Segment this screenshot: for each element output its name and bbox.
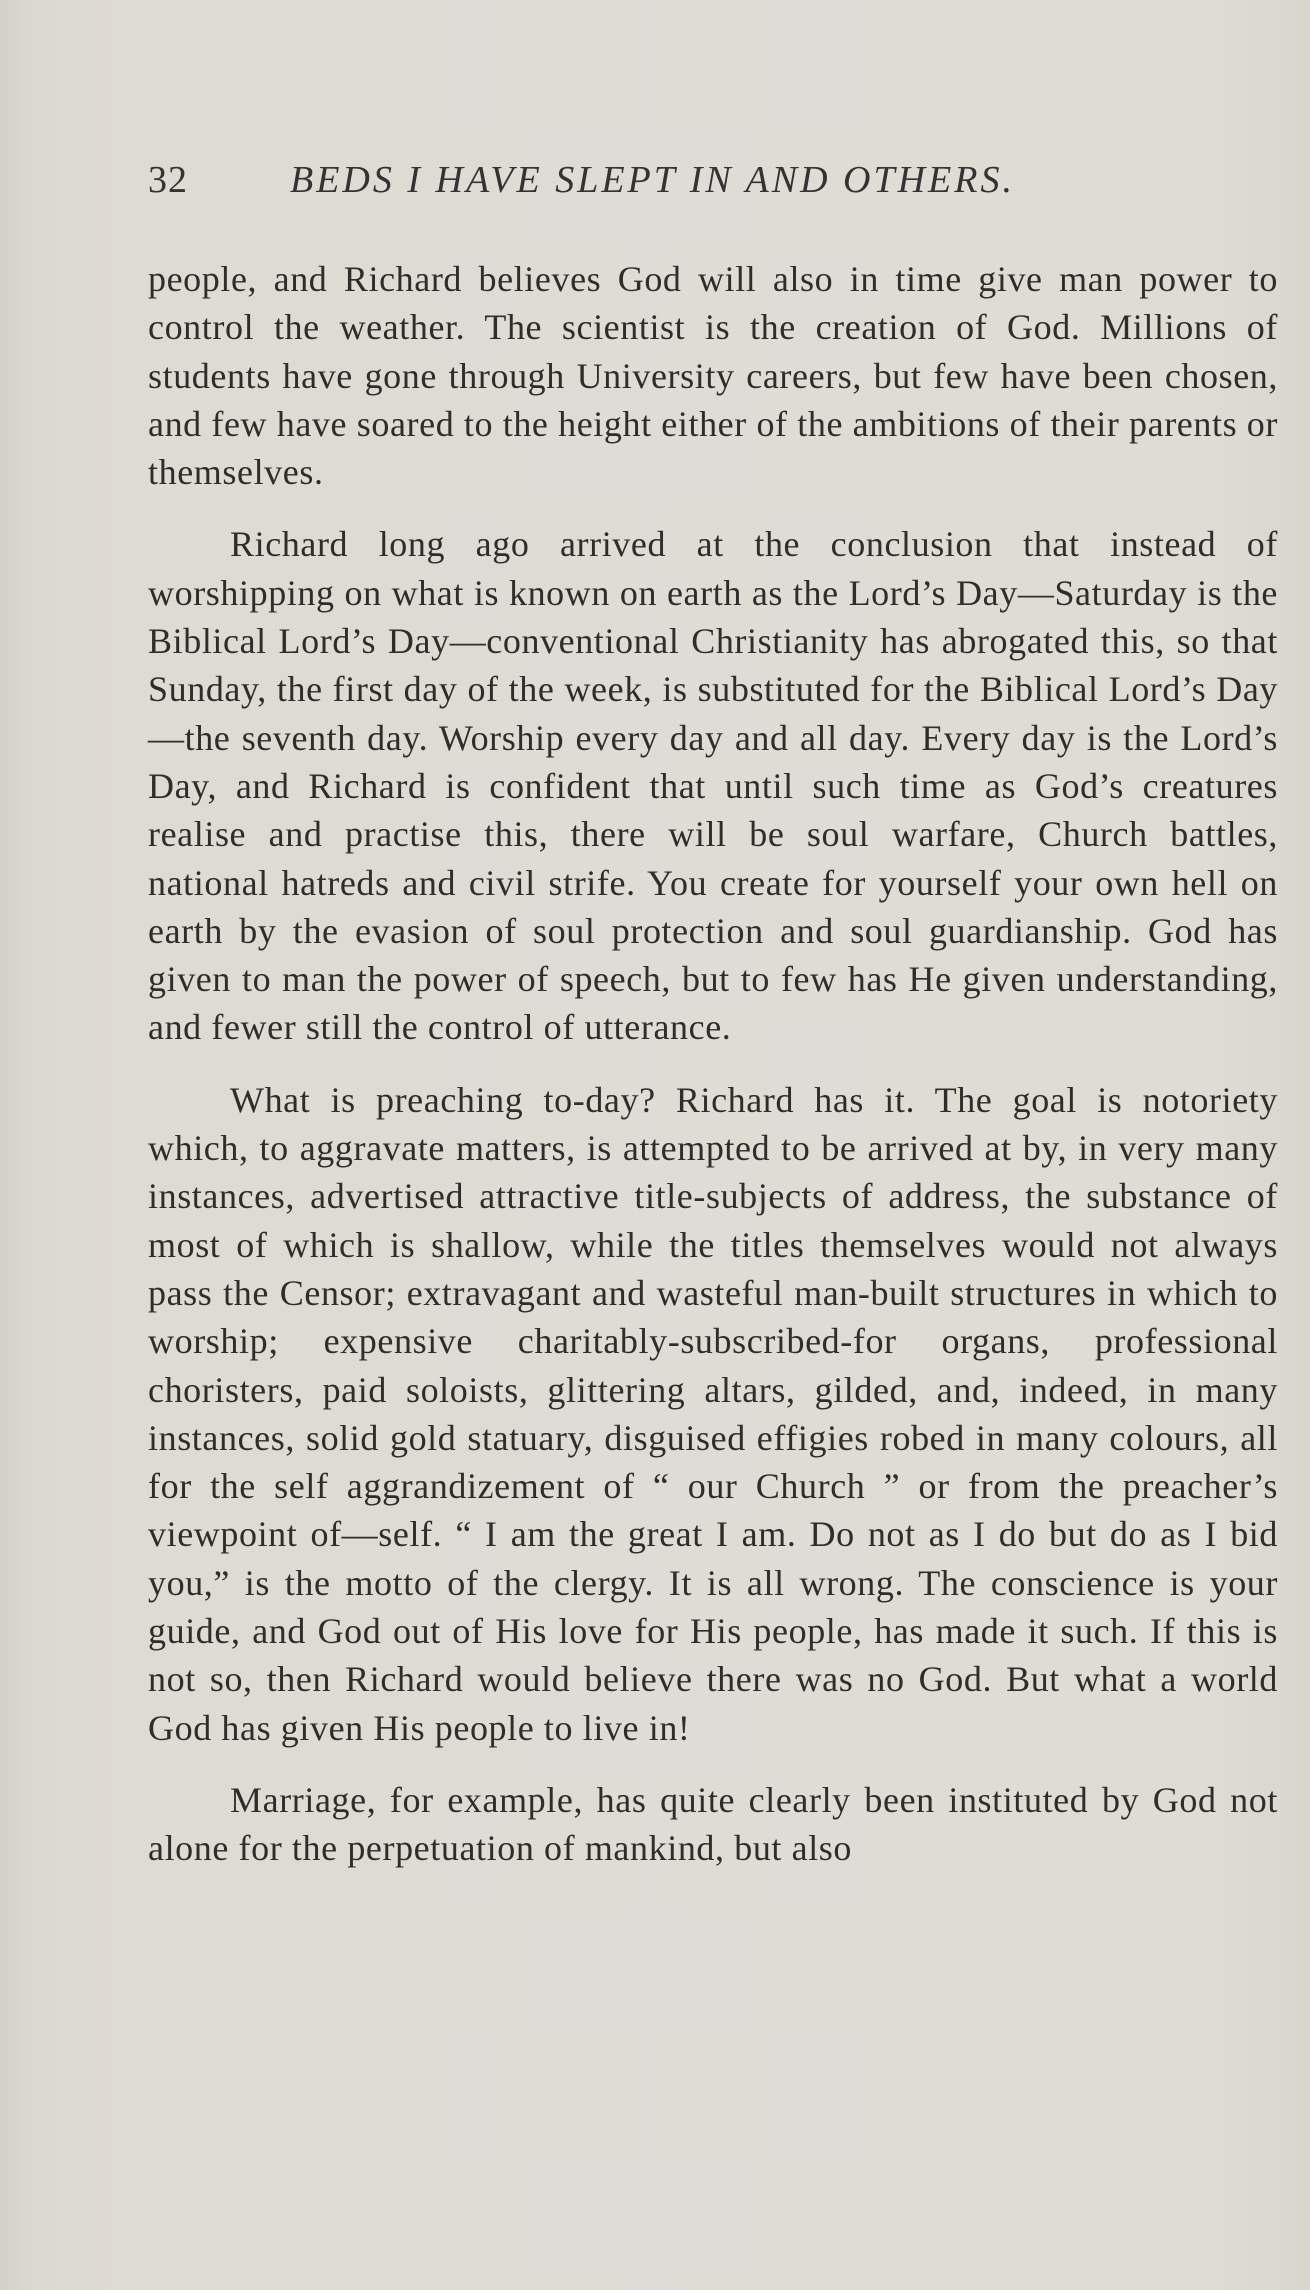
running-head <box>148 158 1148 208</box>
paragraph-1: people, and Richard believes God will also in time give man power to control the weather. The scientist is the creation of God. Millions of students have gone through University careers, but few have been chosen, and few have soared to the height either of the ambitions of their parents or themselves. <box>148 259 1278 493</box>
paragraph-2: Richard long ago arrived at the conclusion that instead of worshipping on what is known on earth as the Lord’s Day—Saturday is the Biblical Lord’s Day—conventional Christianity has abrogated this, so that Sunday, the first day of the week, is substituted for the Biblical Lord’s Day—the seventh day. Worship every day and all day. Every day is the Lord’s Day, and Richard is confident that until such time as God’s creatures realise and practise this, there will be soul warfare, Church battles, national hatreds and civil strife. You create for yourself your own hell on earth by the evasion of soul protection and soul guardianship. God has given to man the power of speech, but to few has He given understanding, and fewer still the control of utterance. <box>148 524 1278 1048</box>
paragraph-3: What is preaching to-day? Richard has it. The goal is notoriety which, to aggravate matters, is attempted to be arrived at by, in very many instances, advertised attractive title-subjects of address, the substance of most of which is shallow, while the titles themselves would not always pass the Censor; extravagant and wasteful man-built structures in which to worship; expensive charitably-subscribed-for organs, professional choristers, paid soloists, glittering altars, gilded, and, indeed, in many instances, solid gold statuary, disguised effigies robed in many colours, all for the self aggrandizement of “ our Church ” or from the preacher’s viewpoint of—self. “ I am the great I am. Do not as I do but do as I bid you,” is the motto of the clergy. It is all wrong. The conscience is your guide, and God out of His love for His people, has made it such. If this is not so, then Richard would believe there was no God. But what a world God has given His people to live in! <box>148 1079 1278 1748</box>
paragraph-4: Marriage, for example, has quite clearly been instituted by God not alone for the perpetuation of mankind, but also <box>148 1779 1278 1869</box>
page-number: 32 <box>148 159 188 201</box>
book-title: BEDS I HAVE SLEPT IN AND OTHERS. <box>290 159 1015 201</box>
body-text <box>148 255 1278 1897</box>
